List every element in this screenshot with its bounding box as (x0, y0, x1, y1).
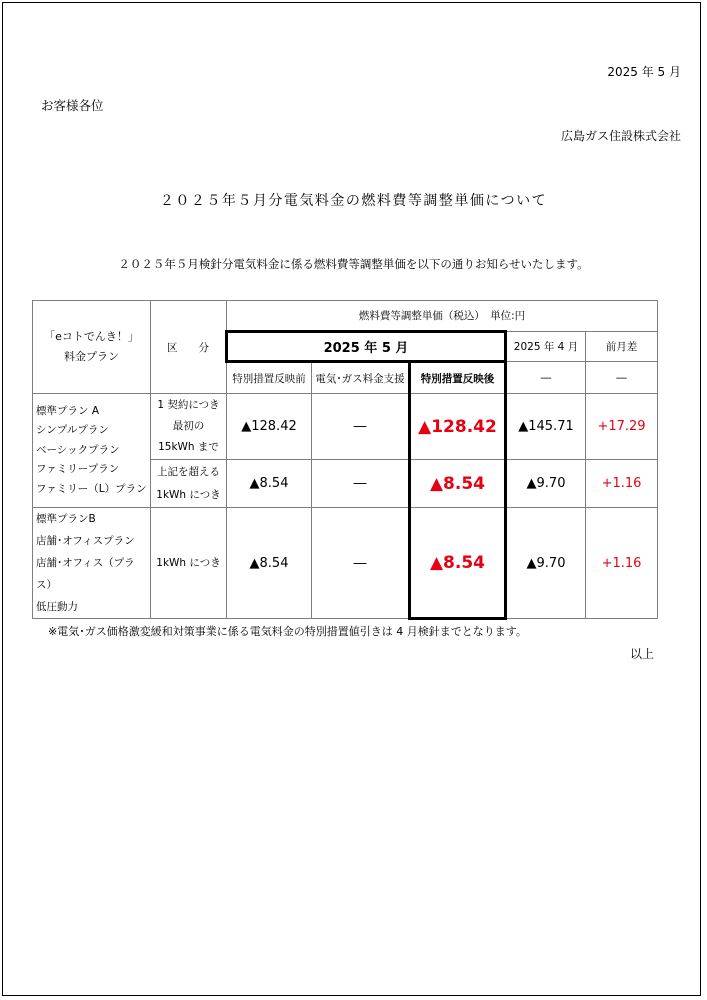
diff-value: +1.16 (586, 508, 658, 619)
prev-value: ▲9.70 (506, 460, 586, 508)
after-value: ▲8.54 (410, 508, 506, 619)
unit-header: 燃料費等調整単価（税込） 単位:円 (227, 301, 658, 332)
plan-header-line: 「eコトでんき！」 (44, 330, 139, 343)
plan-list (33, 394, 151, 508)
plan-header (33, 301, 151, 394)
rate-table (32, 300, 658, 620)
plan-item: シンプルプラン (36, 424, 109, 437)
category-line: 15kWh まで (158, 441, 219, 453)
plan-item: ファミリープラン (36, 463, 120, 476)
before-value: ▲8.54 (227, 460, 312, 508)
after-measure-header: 特別措置反映後 (410, 362, 506, 394)
category-cell (151, 508, 227, 619)
addressee: お客様各位 (41, 98, 104, 113)
intro-text: ２０２５年５月検針分電気料金に係る燃料費等調整単価を以下の通りお知らせいたします。 (118, 257, 589, 271)
diff-header: 前月差 (586, 332, 658, 362)
category-cell (151, 394, 227, 460)
document-date: 2025 年 5 月 (607, 65, 681, 79)
plan-item: 店舗･オフィスプラン (36, 535, 135, 547)
document-title: ２０２５年５月分電気料金の燃料費等調整単価について (159, 193, 548, 209)
support-value: ― (312, 460, 410, 508)
support-value: ― (312, 508, 410, 619)
before-value: ▲8.54 (227, 508, 312, 619)
prev-value: ▲145.71 (506, 394, 586, 460)
category-line: 1 契約につき (157, 399, 220, 411)
category-line: 1kWh につき (156, 488, 221, 501)
prev-dash: ― (506, 362, 586, 394)
plan-item: 標準プランB (36, 513, 96, 525)
category-header: 区 分 (151, 301, 227, 394)
category-cell (151, 460, 227, 508)
plan-header-line: 料金プラン (64, 350, 119, 363)
after-value: ▲8.54 (410, 460, 506, 508)
category-line: 1kWh につき (156, 556, 221, 569)
diff-dash: ― (586, 362, 658, 394)
prev-value: ▲9.70 (506, 508, 586, 619)
before-value: ▲128.42 (227, 394, 312, 460)
plan-item: ファミリー（L）プラン (36, 482, 147, 495)
plan-item: 店舗･オフィス（プラス） (36, 557, 135, 591)
category-line: 上記を超える (157, 465, 220, 478)
plan-item: 低圧動力 (36, 601, 78, 613)
plan-item: 標準プラン A (36, 404, 100, 417)
after-value: ▲128.42 (410, 394, 506, 460)
prev-month-header: 2025 年 4 月 (506, 332, 586, 362)
diff-value: +17.29 (586, 394, 658, 460)
footnote: ※電気･ガス価格激変緩和対策事業に係る電気料金の特別措置値引きは 4 月検針までとなります。 (48, 625, 527, 638)
current-month-header: 2025 年 5 月 (227, 332, 506, 362)
company-name: 広島ガス住設株式会社 (560, 129, 681, 143)
plan-item: ベーシックプラン (36, 443, 120, 456)
diff-value: +1.16 (586, 460, 658, 508)
before-measure-header: 特別措置反映前 (227, 362, 312, 394)
plan-list (33, 508, 151, 619)
category-line: 最初の (172, 420, 205, 432)
support-value: ― (312, 394, 410, 460)
support-header: 電気･ガス料金支援 (312, 362, 410, 394)
table-row (33, 394, 658, 460)
closing-text: 以上 (629, 647, 654, 661)
table-row (33, 508, 658, 619)
